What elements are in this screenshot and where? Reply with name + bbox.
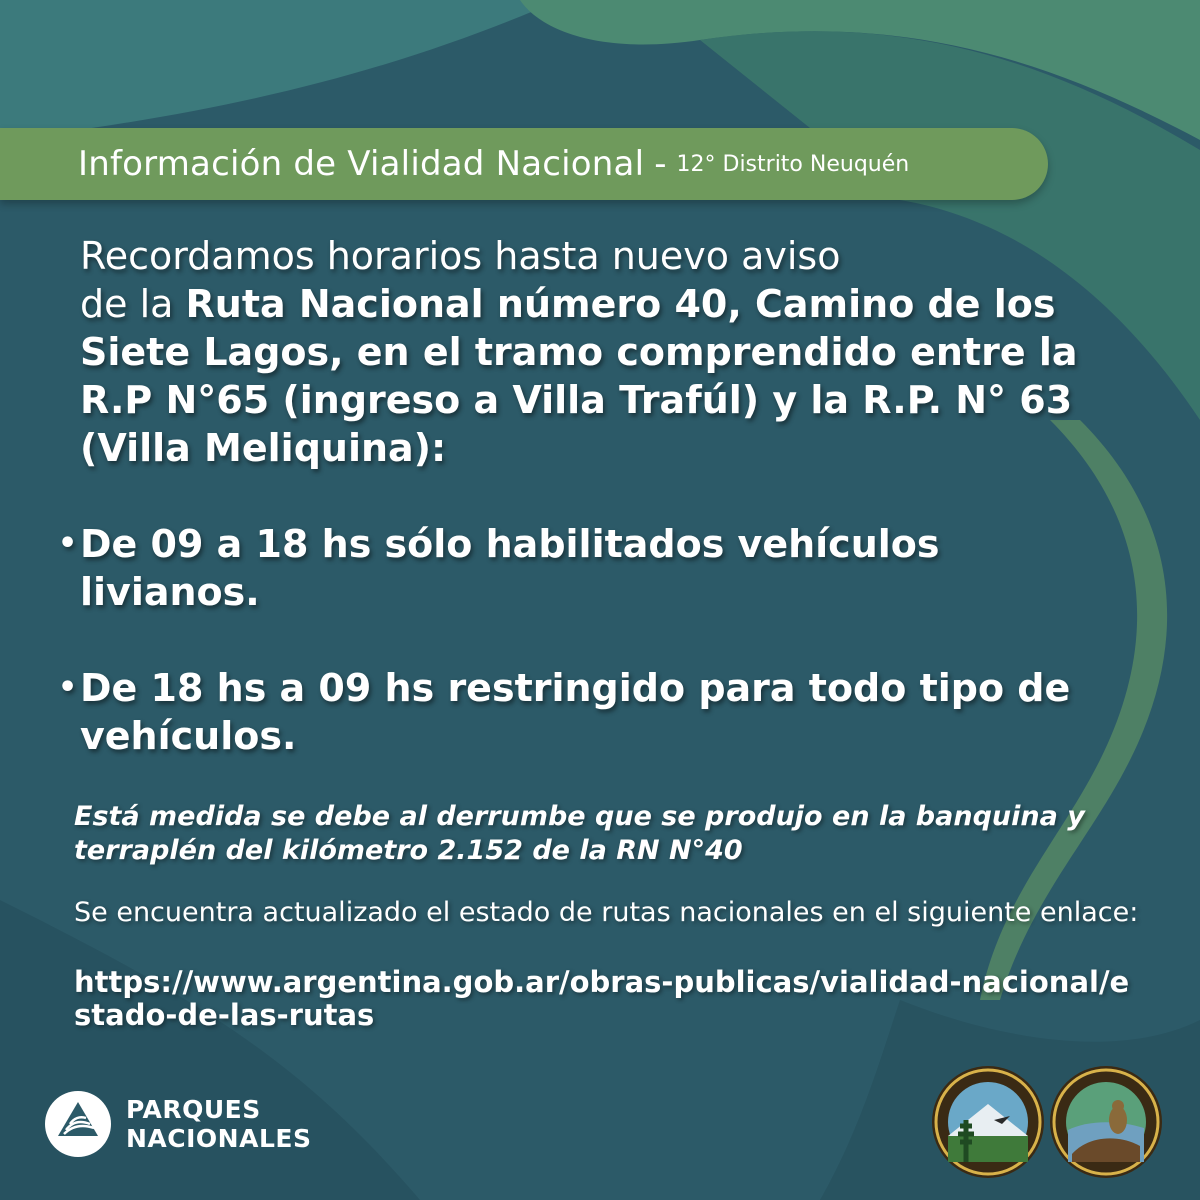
- link-intro-text: Se encuentra actualizado el estado de rutas nacionales en el siguiente enlace:: [74, 897, 1139, 928]
- parques-nacionales-logo: [44, 1090, 311, 1158]
- bullet-text: De 18 hs a 09 hs restringido para todo tipo de vehículos.: [80, 666, 1071, 758]
- bullet-marker: •: [58, 670, 78, 705]
- landslide-note: Está medida se debe al derrumbe que se produjo en la banquina y terraplén del kilómetro 2.152 de la RN N°40: [74, 801, 1085, 866]
- intro-paragraph: [80, 232, 1140, 472]
- intro-route-text: Ruta Nacional número 40, Camino de los Siete Lagos, en el tramo comprendido entre la R.P N°65 (ingreso a Villa Trafúl) y la R.P. N° 63 (Villa Meliquina):: [80, 282, 1078, 470]
- banner-subtitle: 12° Distrito Neuquén: [676, 151, 910, 177]
- bullet-marker: •: [58, 526, 78, 561]
- parques-nacionales-emblem-icon: [44, 1090, 112, 1158]
- nahuel-huapi-park-seal-icon: [1048, 1064, 1164, 1180]
- intro-line2: [80, 280, 1140, 472]
- route-status-link[interactable]: https://www.argentina.gob.ar/obras-publicas/vialidad-nacional/estado-de-las-rutas: [74, 965, 1130, 1032]
- logo-text: [126, 1095, 311, 1153]
- bullet-restricted: [58, 664, 1118, 760]
- logo-line1: PARQUES: [126, 1095, 261, 1124]
- banner-separator: -: [654, 144, 667, 184]
- banner-title: Información de Vialidad Nacional: [78, 144, 645, 184]
- bullet-text: De 09 a 18 hs sólo habilitados vehículos livianos.: [80, 522, 940, 614]
- bullet-light-vehicles: [58, 520, 1118, 616]
- header-banner: [0, 128, 1048, 200]
- intro-line1: Recordamos horarios hasta nuevo aviso: [80, 234, 841, 278]
- logo-line2: NACIONALES: [126, 1124, 312, 1153]
- intro-prefix: de la: [80, 282, 186, 326]
- lanin-park-seal-icon: [930, 1064, 1046, 1180]
